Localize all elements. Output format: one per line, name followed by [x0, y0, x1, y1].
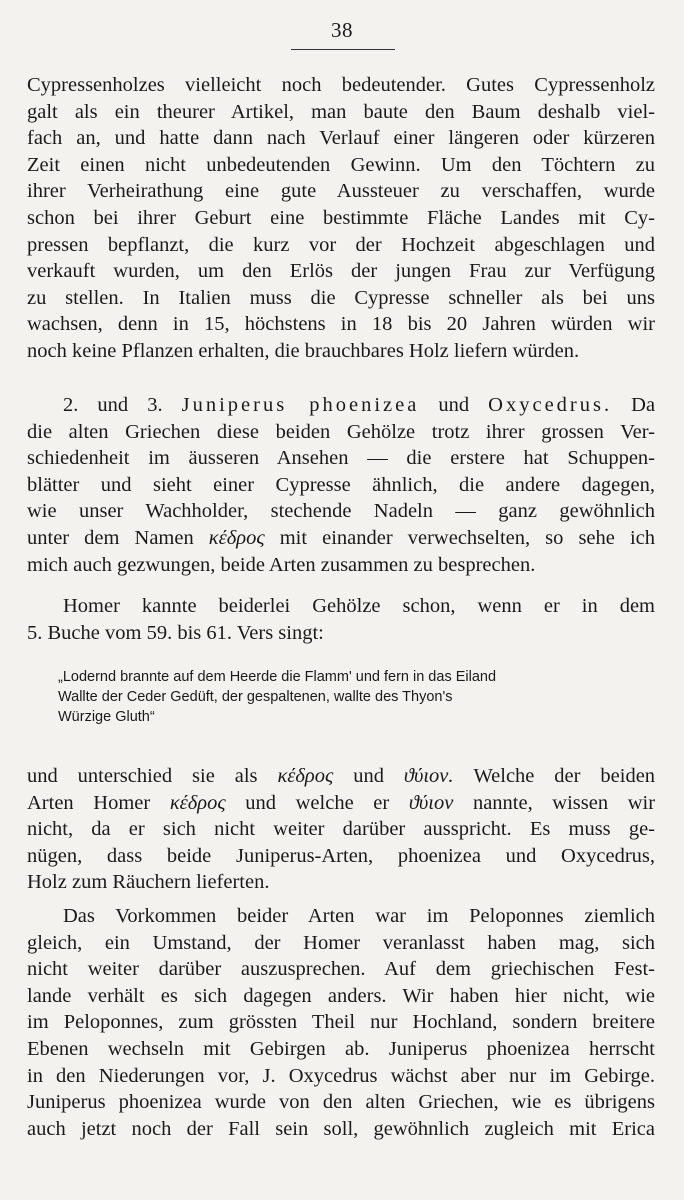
species-name: Juniperus phoenizea [181, 394, 420, 416]
text-fragment: Arten Homer [27, 791, 151, 814]
text-line: lande verhält es sich dagegen anders. Wir haben hier nicht, wie [27, 984, 655, 1007]
paragraph-juniperus [27, 392, 655, 578]
text-line: Juniperus phoenizea wurde von den alten Griechen, wie es übrigens [27, 1091, 655, 1114]
paragraph-homer-names [27, 763, 655, 896]
paragraph-occurrence [27, 903, 655, 1142]
text-line: gleich, ein Umstand, der Homer veranlasst haben mag, sich [27, 931, 655, 954]
text-line: wie unser Wachholder, stechende Nadeln — ganz gewöhnlich [27, 500, 655, 523]
homer-quotation [58, 667, 618, 727]
text-fragment: und unterschied sie als [27, 765, 258, 787]
text-line: schiedenheit im äusseren Ansehen — die erstere hat Schuppen- [27, 447, 655, 470]
text-line: mich auch gezwungen, beide Arten zusammen zu besprechen. [27, 553, 536, 576]
text-line: auch jetzt noch der Fall sein soll, gewöhnlich zugleich mit Erica [27, 1117, 655, 1140]
text-line-with-greek [27, 525, 655, 552]
text-line: Cypressenholzes vielleicht noch bedeutender. Gutes Cypressenholz [27, 74, 655, 96]
text-line: Zeit einen nicht unbedeutenden Gewinn. Um den Töchtern zu [27, 153, 655, 176]
text-line: Homer kannte beiderlei Gehölze schon, wenn er in dem [63, 595, 655, 617]
text-line: Holz zum Räuchern lieferten. [27, 871, 270, 894]
text-line: pressen bepflanzt, die kurz vor der Hochzeit abgeschlagen und [27, 233, 655, 256]
text-fragment: nannte, wissen wir [472, 791, 656, 814]
text-line: noch keine Pflanzen erhalten, die brauchbares Holz liefern würden. [27, 339, 580, 362]
text-line: wachsen, denn in 15, höchstens in 18 bis 20 Jahren würden wir [27, 313, 655, 336]
greek-word: ϑύιον. [403, 765, 454, 787]
text-line: Das Vorkommen beider Arten war im Peloponnes ziemlich [63, 905, 655, 927]
text-line: blätter und sieht einer Cypresse ähnlich, die andere dagegen, [27, 473, 655, 496]
text-fragment: Da [631, 394, 656, 416]
text-line: im Peloponnes, zum grössten Theil nur Hochland, sondern breitere [27, 1011, 655, 1034]
quote-line: Wallte der Ceder Gedüft, der gespaltenen, wallte des Thyon's [58, 689, 453, 705]
page-number-rule [291, 49, 395, 50]
text-line: fach an, und hatte dann nach Verlauf einer längeren oder kürzeren [27, 127, 655, 150]
text-line: 5. Buche vom 59. bis 61. Vers singt: [27, 621, 324, 644]
text-fragment: Welche der beiden [473, 765, 656, 787]
greek-word: κέδρος [208, 526, 265, 549]
text-line: schon bei ihrer Geburt eine bestimmte Fläche Landes mit Cy- [27, 206, 655, 229]
quote-line: „Lodernd brannte auf dem Heerde die Flamm' und fern in das Eiland [58, 669, 497, 685]
text-line: ihrer Verheirathung eine gute Aussteuer zu verschaffen, wurde [27, 180, 655, 203]
section-heading-line [27, 392, 655, 419]
paragraph-cypress-continuation [27, 72, 655, 365]
greek-word: κέδρος [169, 791, 226, 814]
text-line-with-greek [27, 790, 655, 817]
text-line: nicht weiter darüber auszusprechen. Auf dem griechischen Fest- [27, 958, 655, 981]
text-line: nügen, dass beide Juniperus-Arten, phoenizea und Oxycedrus, [27, 844, 655, 867]
text-line: galt als ein theurer Artikel, man baute den Baum deshalb viel- [27, 100, 655, 123]
greek-word: ϑύιον [408, 791, 454, 814]
page-number: 38 [331, 18, 353, 42]
quote-line: Würzige Gluth“ [58, 709, 155, 725]
text-line-with-greek [27, 763, 655, 790]
section-number: 2. und 3. [63, 394, 163, 416]
text-line: zu stellen. In Italien muss die Cypresse schneller als bei uns [27, 286, 655, 309]
paragraph-homer-intro [27, 593, 655, 646]
text-line: Ebenen wechseln mit Gebirgen ab. Juniperus phoenizea herrscht [27, 1037, 655, 1060]
text-line: die alten Griechen diese beiden Gehölze trotz ihrer grossen Ver- [27, 420, 655, 443]
conjunction: und [438, 394, 470, 416]
greek-word: κέδρος [277, 765, 334, 787]
text-fragment: und [353, 765, 384, 787]
text-line: verkauft wurden, um den Erlös der jungen Frau zur Verfügung [27, 260, 655, 283]
text-fragment: unter dem Namen [27, 526, 194, 549]
species-name: Oxycedrus. [488, 394, 613, 416]
text-line: in den Niederungen vor, J. Oxycedrus wächst aber nur im Gebirge. [27, 1064, 655, 1087]
text-fragment: und welche er [245, 791, 390, 814]
text-fragment: mit einander verwechselten, so sehe ich [279, 526, 655, 549]
text-line: nicht, da er sich nicht weiter darüber ausspricht. Es muss ge- [27, 818, 655, 841]
